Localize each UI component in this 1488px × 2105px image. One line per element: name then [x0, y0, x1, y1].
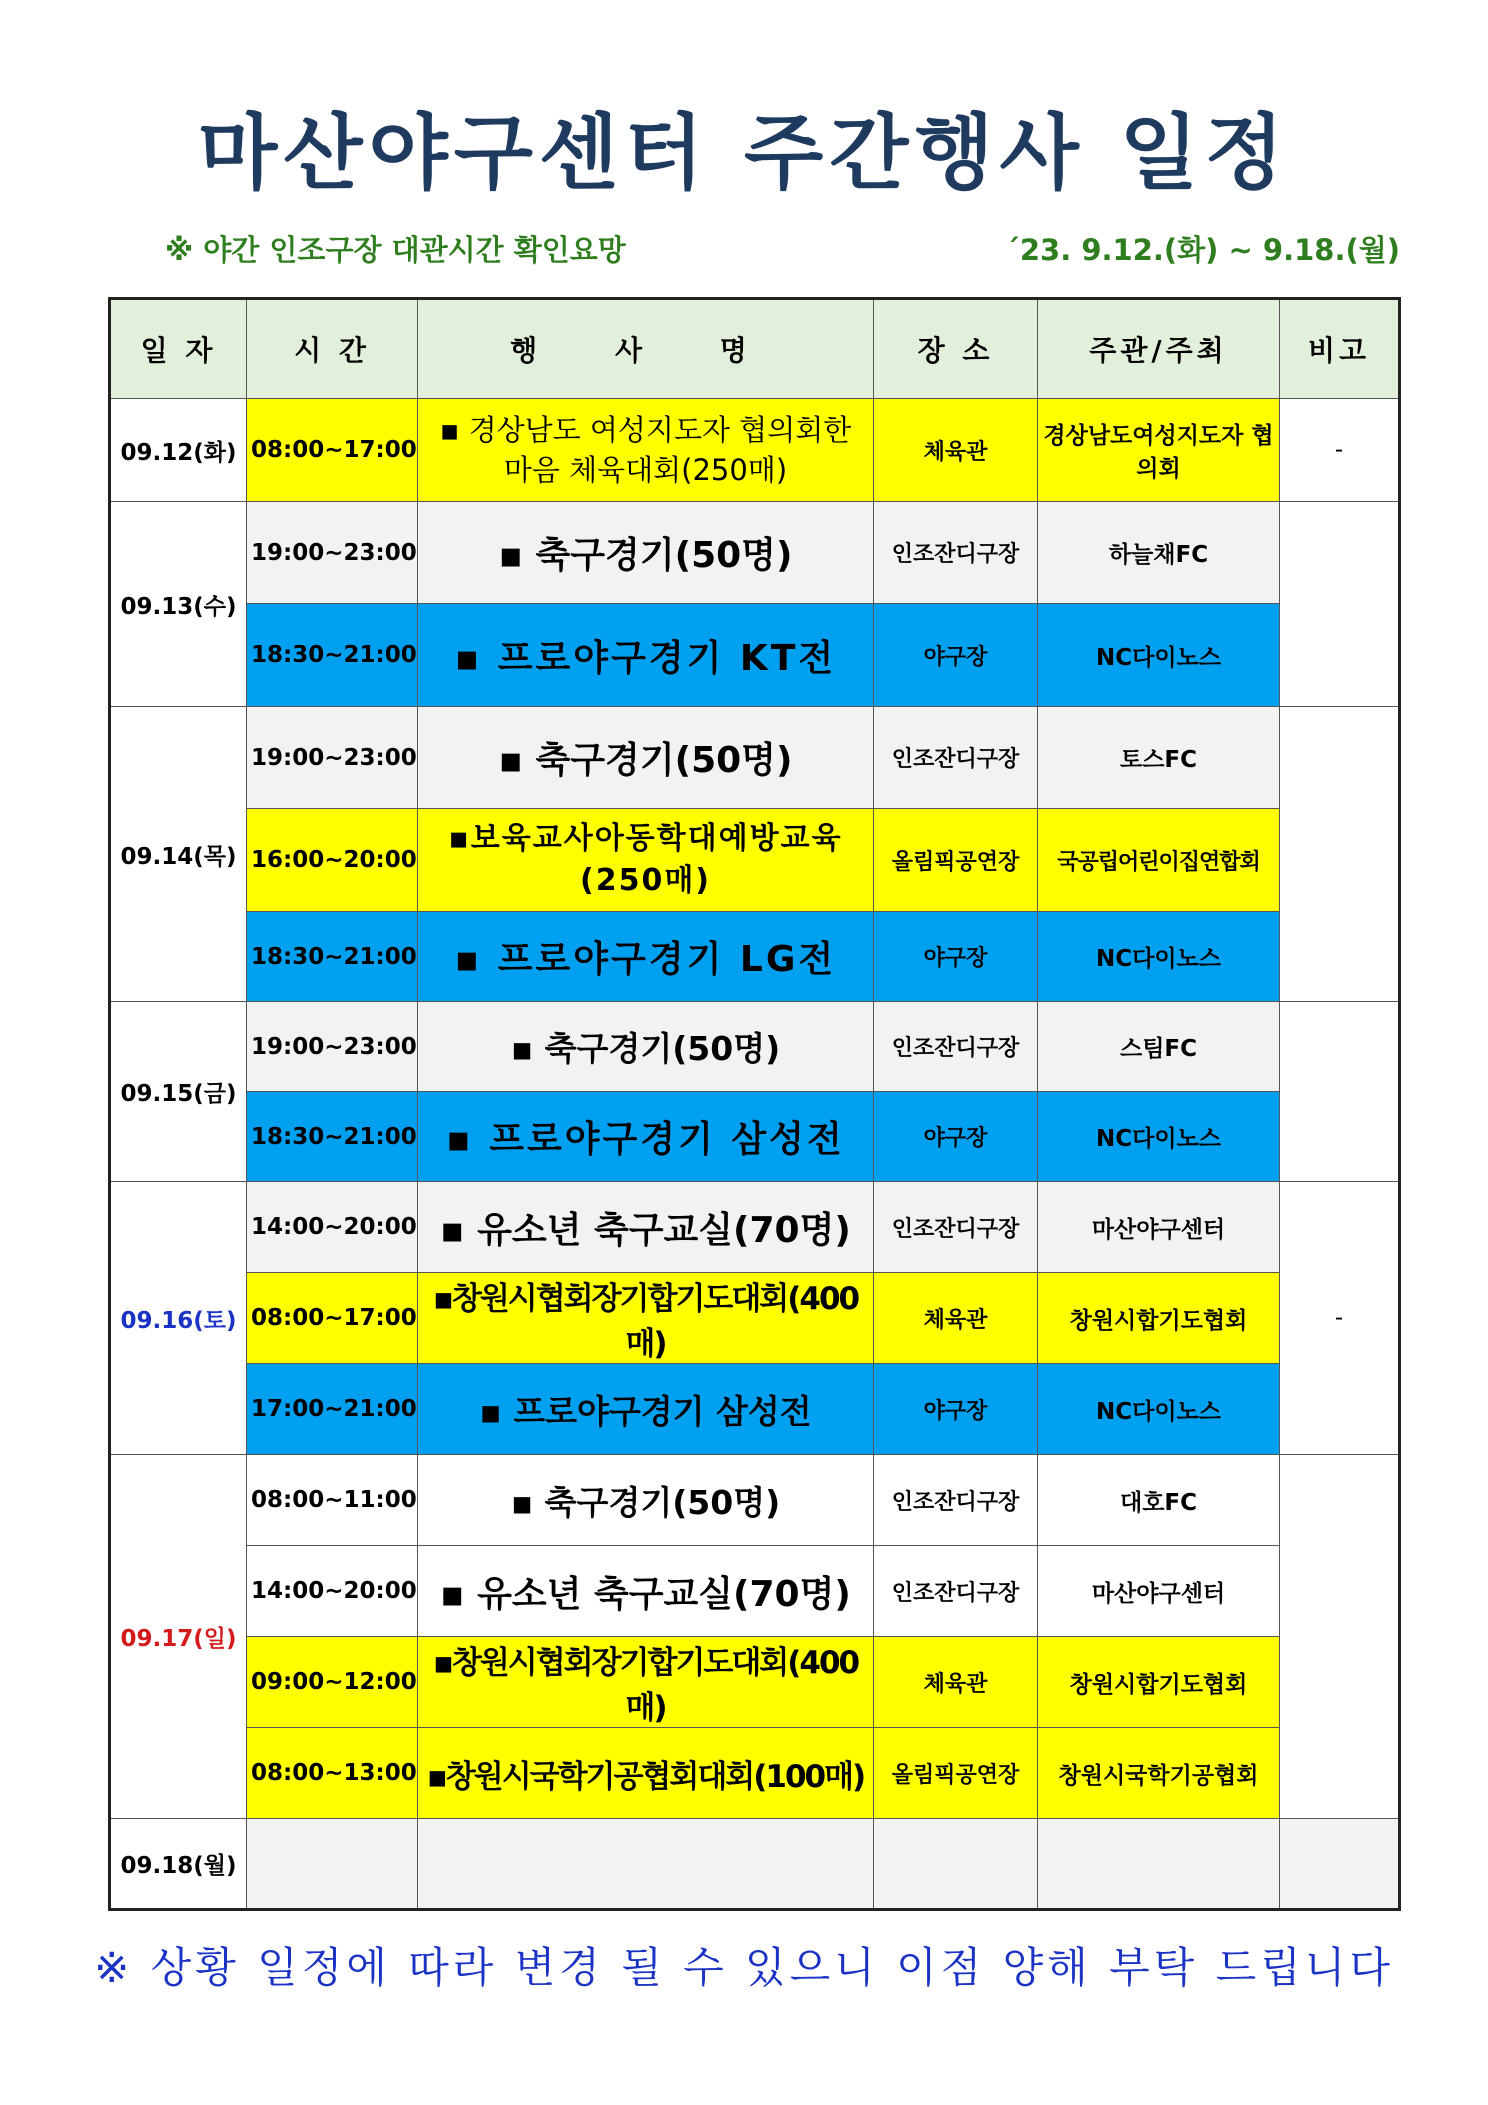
host-cell: 마산야구센터 [1038, 1182, 1280, 1273]
host-cell: 창원시국학기공협회 [1038, 1728, 1280, 1819]
note-cell: - [1280, 1182, 1400, 1455]
place-cell: 야구장 [874, 912, 1038, 1002]
date-cell: 09.16(토) [110, 1182, 247, 1455]
place-cell: 인조잔디구장 [874, 1002, 1038, 1092]
host-cell: NC다이노스 [1038, 912, 1280, 1002]
header-time: 시 간 [247, 299, 418, 399]
date-cell: 09.17(일) [110, 1455, 247, 1819]
header-date: 일 자 [110, 299, 247, 399]
table-row [110, 707, 1400, 809]
place-cell: 체육관 [874, 399, 1038, 502]
place-cell: 인조잔디구장 [874, 1455, 1038, 1546]
event-cell: ▪ 축구경기(50명) [418, 1002, 874, 1092]
note-cell [1280, 1002, 1400, 1182]
table-row [110, 1637, 1400, 1728]
time-cell: 14:00~20:00 [247, 1546, 418, 1637]
host-cell: 스팀FC [1038, 1002, 1280, 1092]
event-cell: ▪보육교사아동학대예방교육(250매) [418, 809, 874, 912]
event-cell: ▪ 프로야구경기 LG전 [418, 912, 874, 1002]
time-cell: 18:30~21:00 [247, 1092, 418, 1182]
event-cell: ▪ 유소년 축구교실(70명) [418, 1182, 874, 1273]
host-cell: 창원시합기도협회 [1038, 1637, 1280, 1728]
time-cell [247, 1819, 418, 1910]
event-cell: ▪ 프로야구경기 삼성전 [418, 1364, 874, 1455]
table-row [110, 1273, 1400, 1364]
schedule-period: ´23. 9.12.(화) ~ 9.18.(월) [1005, 233, 1400, 267]
time-cell: 19:00~23:00 [247, 502, 418, 604]
date-cell: 09.12(화) [110, 399, 247, 502]
event-cell: ▪창원시협회장기합기도대회(400매) [418, 1273, 874, 1364]
date-cell: 09.14(목) [110, 707, 247, 1002]
date-cell: 09.18(월) [110, 1819, 247, 1910]
header-event: 행 사 명 [418, 299, 874, 399]
event-cell [418, 1819, 874, 1910]
table-row [110, 1182, 1400, 1273]
event-cell: ▪ 경상남도 여성지도자 협의회한 마음 체육대회(250매) [418, 399, 874, 502]
table-row [110, 809, 1400, 912]
time-cell: 08:00~17:00 [247, 1273, 418, 1364]
night-field-notice: ※ 야간 인조구장 대관시간 확인요망 [165, 233, 626, 267]
place-cell: 야구장 [874, 1092, 1038, 1182]
note-cell [1280, 502, 1400, 707]
note-cell: - [1280, 399, 1400, 502]
host-cell: 창원시합기도협회 [1038, 1273, 1280, 1364]
time-cell: 14:00~20:00 [247, 1182, 418, 1273]
table-row [110, 604, 1400, 707]
event-cell: ▪ 축구경기(50명) [418, 1455, 874, 1546]
event-cell: ▪ 유소년 축구교실(70명) [418, 1546, 874, 1637]
time-cell: 18:30~21:00 [247, 912, 418, 1002]
date-cell: 09.15(금) [110, 1002, 247, 1182]
table-row [110, 399, 1400, 502]
event-cell: ▪ 축구경기(50명) [418, 707, 874, 809]
event-cell: ▪ 프로야구경기 삼성전 [418, 1092, 874, 1182]
host-cell: NC다이노스 [1038, 604, 1280, 707]
note-cell [1280, 1819, 1400, 1910]
place-cell: 인조잔디구장 [874, 707, 1038, 809]
header-note: 비고 [1280, 299, 1400, 399]
time-cell: 18:30~21:00 [247, 604, 418, 707]
host-cell: 하늘채FC [1038, 502, 1280, 604]
table-row [110, 1819, 1400, 1910]
place-cell: 인조잔디구장 [874, 1546, 1038, 1637]
host-cell: 대호FC [1038, 1455, 1280, 1546]
host-cell: 국공립어린이집연합회 [1038, 809, 1280, 912]
table-row [110, 1364, 1400, 1455]
place-cell: 야구장 [874, 604, 1038, 707]
header-row [110, 299, 1400, 399]
host-cell [1038, 1819, 1280, 1910]
place-cell [874, 1819, 1038, 1910]
note-cell [1280, 707, 1400, 1002]
host-cell: 마산야구센터 [1038, 1546, 1280, 1637]
time-cell: 16:00~20:00 [247, 809, 418, 912]
footer-notice: ※ 상황 일정에 따라 변경 될 수 있으니 이점 양해 부탁 드립니다 [94, 1943, 1394, 1992]
host-cell: 토스FC [1038, 707, 1280, 809]
place-cell: 체육관 [874, 1637, 1038, 1728]
host-cell: NC다이노스 [1038, 1364, 1280, 1455]
header-host: 주관/주최 [1038, 299, 1280, 399]
place-cell: 인조잔디구장 [874, 1182, 1038, 1273]
time-cell: 17:00~21:00 [247, 1364, 418, 1455]
place-cell: 인조잔디구장 [874, 502, 1038, 604]
place-cell: 올림픽공연장 [874, 1728, 1038, 1819]
place-cell: 올림픽공연장 [874, 809, 1038, 912]
note-cell [1280, 1455, 1400, 1819]
schedule-table [108, 297, 1401, 1911]
time-cell: 19:00~23:00 [247, 707, 418, 809]
table-row [110, 1728, 1400, 1819]
event-cell: ▪창원시협회장기합기도대회(400매) [418, 1637, 874, 1728]
page-title: 마산야구센터 주간행사 일정 [198, 106, 1290, 201]
event-cell: ▪창원시국학기공협회대회(100매) [418, 1728, 874, 1819]
date-cell: 09.13(수) [110, 502, 247, 707]
place-cell: 야구장 [874, 1364, 1038, 1455]
host-cell: NC다이노스 [1038, 1092, 1280, 1182]
time-cell: 08:00~11:00 [247, 1455, 418, 1546]
time-cell: 08:00~17:00 [247, 399, 418, 502]
event-cell: ▪ 프로야구경기 KT전 [418, 604, 874, 707]
table-row [110, 1546, 1400, 1637]
table-row [110, 1092, 1400, 1182]
time-cell: 08:00~13:00 [247, 1728, 418, 1819]
table-row [110, 1002, 1400, 1092]
time-cell: 09:00~12:00 [247, 1637, 418, 1728]
event-cell: ▪ 축구경기(50명) [418, 502, 874, 604]
table-row [110, 1455, 1400, 1546]
table-row [110, 912, 1400, 1002]
host-cell: 경상남도여성지도자 협의회 [1038, 399, 1280, 502]
header-place: 장 소 [874, 299, 1038, 399]
table-row [110, 502, 1400, 604]
place-cell: 체육관 [874, 1273, 1038, 1364]
time-cell: 19:00~23:00 [247, 1002, 418, 1092]
